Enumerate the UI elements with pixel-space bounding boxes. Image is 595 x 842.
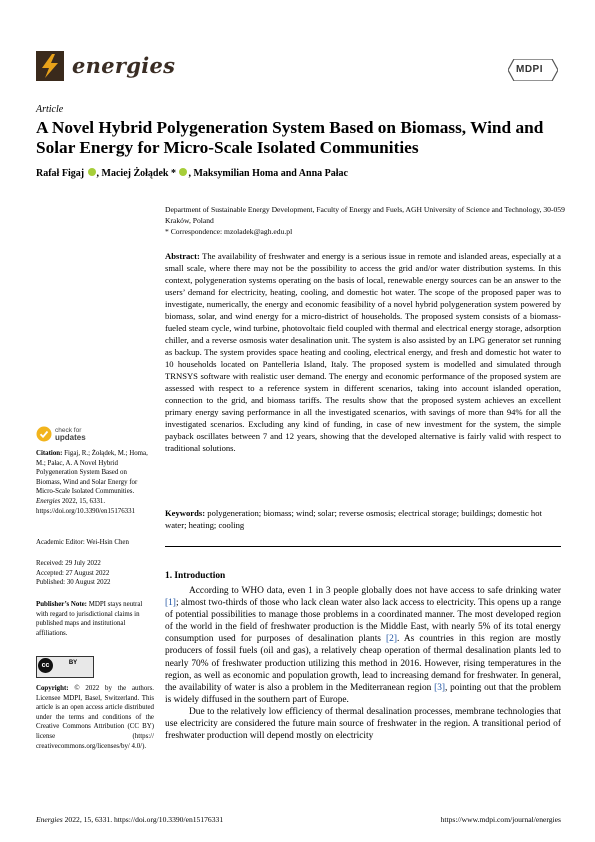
update-line-1: check for [55, 427, 82, 434]
section-heading: 1. Introduction [165, 571, 226, 581]
academic-editor: Academic Editor: Wei-Hsin Chen [36, 539, 129, 546]
journal-logo-icon [36, 51, 64, 81]
dates [36, 559, 154, 588]
p1-part-b: ; almost two-thirds of those who lack clean water also lack access to electricity. This opens up a range of potential possibilities to manage those problems in a coordinated manner. The most developed region of the world in the field of freshwater production is the Middle East, with nearly 5% of its total energy consumption used for purposes of desalination plants [165, 598, 561, 645]
abstract-label: Abstract: [165, 251, 200, 261]
paper-title: A Novel Hybrid Polygeneration System Based on Biomass, Wind and Solar Energy for Micro-Scale Isolated Communities [36, 118, 544, 157]
affiliation-dept: Department of Sustainable Energy Development, Faculty of Energy and Fuels, AGH University of Science and Technology, 30-059 Kraków, Poland [165, 205, 565, 225]
abstract [165, 250, 561, 454]
article-type: Article [36, 104, 64, 115]
published-date: Published: 30 August 2022 [36, 579, 111, 587]
footer-doi[interactable]: 2022, 15, 6331. https://doi.org/10.3390/en15176331 [64, 815, 224, 824]
affiliation [165, 204, 565, 237]
footer-citation [36, 815, 223, 824]
citation [36, 449, 154, 516]
keywords-text: polygeneration; biomass; wind; solar; reverse osmosis; electrical storage; buildings; domestic hot water; heating; cooling [165, 508, 542, 530]
publisher-name: MDPI [516, 64, 543, 75]
author-list: Rafał Figaj , Maciej Żołądek * , Maksymilian Homa and Anna Pałac [36, 168, 348, 179]
abstract-text: The availability of freshwater and energy is a serious issue in remote and islanded areas, especially at a small scale, where there may not be the possibility to access the grid and/or water distribution systems. In this context, polygeneration systems operating on the basis of local, renewable energy sources can be an answer to the users’ demand for electricity, heating, cooling, and domestic hot water. The scope of the proposed paper was to investigate, numerically, the energy and economic feasibility of a novel hybrid polygeneration system powered by biomass, solar, and wind energy for a micro-district of households. The proposed system consists of a biomass-fueled steam cycle, wind turbine, photovoltaic field coupled with thermal and electrical energy storage, adsorption chiller, and a reverse osmosis water desalination unit. The system is also assisted by an LPG generator set running as backup. The system provides space heating and cooling, electrical energy, and fresh and domestic hot water to 10 households located on Pantelleria Island, Italy. The proposed system is modelled and simulated through TRNSYS software with realistic user demand. The energy and economic performance of the proposed system are assessed with respect to a reference system in different scenarios, taking into account islanded operation, connection to the grid, and biomass tariffs. The results show that the proposed system achieves an excellent primary energy saving performance in all the investigated scenarios, with savings of more than 94% for all the investigated scenarios. Excluding any kind of funding, in case of new investment for the system, the simple payback oscillates between 7 and 12 years, showing that the developed alternative is fairly valid with respect to traditional solutions. [165, 251, 561, 453]
check-for-updates-icon[interactable] [36, 426, 52, 447]
copyright-text: © 2022 by the authors. Licensee MDPI, Basel, Switzerland. This article is an open access article distributed under the terms and conditions of the Creative Commons Attribution (CC BY) license (https:// creativecommons.org/licenses/by/ 4.0/). [36, 685, 154, 750]
author-1[interactable]: Rafał Figaj [36, 168, 85, 179]
reference-link[interactable]: [3] [434, 682, 446, 693]
footer-url[interactable]: https://www.mdpi.com/journal/energies [440, 815, 561, 824]
footer-journal: Energies [36, 815, 63, 824]
cc-icon: cc [38, 658, 53, 673]
citation-text: Figaj, R.; Żołądek, M.; Homa, M.; Pałac, A. A Novel Hybrid Polygeneration System Based on Biomass, Wind and Solar Energy for Micro-Scale Isolated Communities. [36, 450, 148, 496]
divider [165, 546, 561, 547]
journal-name[interactable]: energies [72, 53, 176, 78]
accepted-date: Accepted: 27 August 2022 [36, 569, 110, 577]
p1-part-c: . As countries in this region are mostly producers of fossil fuels (oil and gas), a relatively cheap operation of thermal desalination plants led to nearly 70% of freshwater production utilizing this method in 2016. However, rising temperatures in the region, as well as economic and population growth, lead to increasing demand for freshwater. In general, the availability of water is also a problem in the Mediterranean region [165, 634, 561, 693]
orcid-icon[interactable] [179, 168, 187, 176]
intro-paragraph-2: Due to the relatively low efficiency of thermal desalination processes, membrane technologies that use electricity are considered the future main source of freshwater in the region. A transitional period of freshwater production will depend mostly on electricity [165, 706, 561, 742]
received-date: Received: 29 July 2022 [36, 560, 101, 567]
intro-body [165, 585, 561, 742]
correspondence[interactable]: * Correspondence: mzoladek@agh.edu.pl [165, 227, 293, 236]
intro-paragraph-1 [165, 585, 561, 706]
publisher-note-text: MDPI stays neutral with regard to jurisdictional claims in published maps and institutional affiliations. [36, 601, 143, 637]
citation-doi[interactable]: 2022, 15, 6331. https://doi.org/10.3390/en15176331 [36, 497, 136, 515]
keywords-label: Keywords: [165, 508, 206, 518]
orcid-icon[interactable] [88, 168, 96, 176]
p1-part-a: According to WHO data, even 1 in 3 people globally does not have access to safe drinking water [189, 586, 561, 596]
reference-link[interactable]: [1] [165, 598, 176, 609]
copyright-label: Copyright: [36, 685, 69, 692]
p1-part-d: , pointing out that the problem is widely diffused in the southern part of Europe. [165, 682, 561, 705]
reference-link[interactable]: [2] [386, 634, 397, 645]
citation-journal: Energies [36, 497, 61, 505]
cc-by-label: BY [68, 660, 78, 666]
copyright [36, 684, 154, 751]
check-for-updates-label[interactable] [55, 427, 86, 441]
update-line-2: updates [55, 433, 86, 442]
author-3[interactable]: Maksymilian Homa and Anna Pałac [193, 168, 348, 179]
author-2[interactable]: Maciej Żołądek * [101, 168, 176, 179]
keywords [165, 507, 561, 531]
publisher-note [36, 600, 154, 638]
publisher-note-label: Publisher’s Note: [36, 601, 87, 608]
citation-label: Citation: [36, 450, 63, 457]
